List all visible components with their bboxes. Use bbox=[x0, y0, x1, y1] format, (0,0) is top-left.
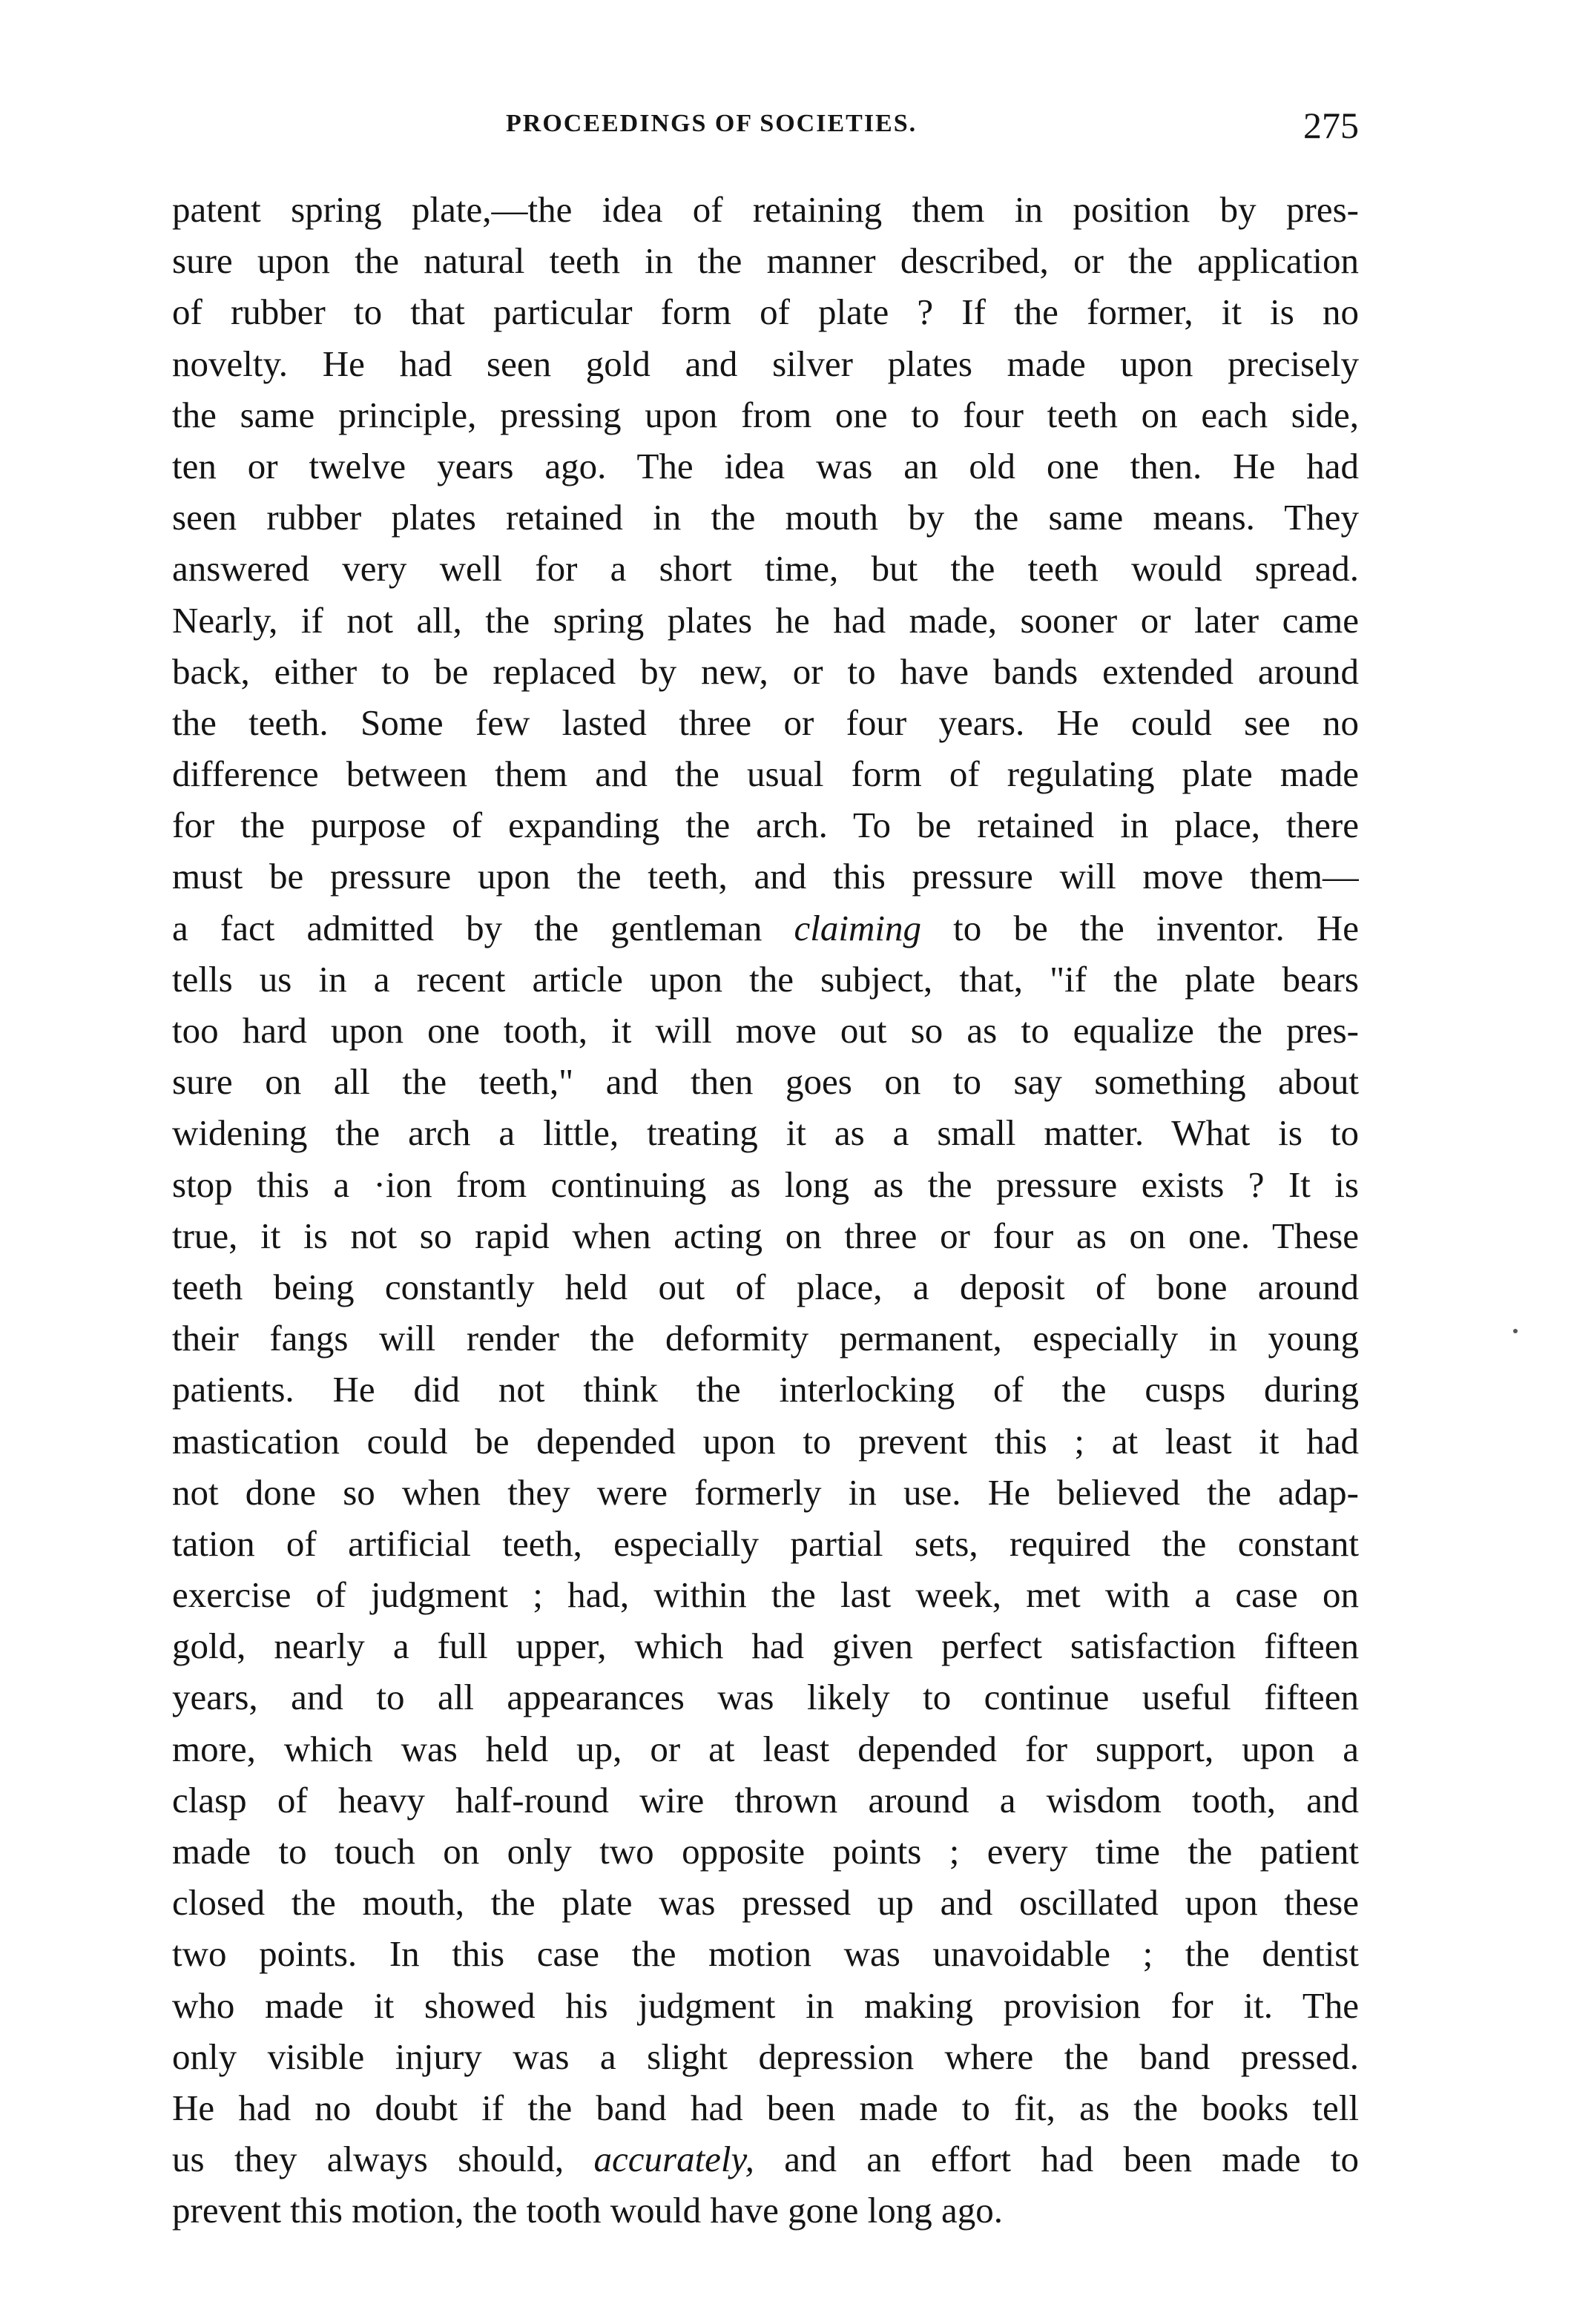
text-line: more, which was held up, or at least depended for support, upon a bbox=[172, 1728, 1359, 1769]
text-line: He had no doubt if the band had been made to fit, as the books tell bbox=[172, 2087, 1359, 2128]
running-title: PROCEEDINGS OF SOCIETIES. bbox=[506, 110, 918, 137]
text-line: not done so when they were formerly in use. He believed the adap- bbox=[172, 1471, 1359, 1513]
text-line: exercise of judgment ; had, within the last week, met with a case on bbox=[172, 1574, 1359, 1616]
text-line: answered very well for a short time, but the teeth would spread. bbox=[172, 548, 1359, 590]
text-line: their fangs will render the deformity permanent, especially in young bbox=[172, 1318, 1359, 1359]
text-segment: us they always should, bbox=[172, 2139, 594, 2180]
text-line bbox=[172, 902, 1359, 954]
running-header bbox=[172, 104, 1359, 156]
text-line: ten or twelve years ago. The idea was an old one then. He had bbox=[172, 445, 1359, 486]
text-line: the teeth. Some few lasted three or four years. He could see no bbox=[172, 702, 1359, 743]
text-line: seen rubber plates retained in the mouth by the same means. They bbox=[172, 497, 1359, 538]
text-line: gold, nearly a full upper, which had given perfect satisfaction fifteen bbox=[172, 1625, 1359, 1667]
text-line: too hard upon one tooth, it will move out so as to equalize the pres- bbox=[172, 1010, 1359, 1051]
text-line: years, and to all appearances was likely to continue useful fifteen bbox=[172, 1677, 1359, 1718]
text-line: tells us in a recent article upon the subject, that, "if the plate bears bbox=[172, 958, 1359, 1000]
page-number: 275 bbox=[1303, 105, 1359, 146]
text-line: stop this a ·ion from continuing as long as the pressure exists ? It is bbox=[172, 1163, 1359, 1205]
text-line: only visible injury was a slight depression where the band pressed. bbox=[172, 2036, 1359, 2077]
text-segment: a fact admitted by the gentleman bbox=[172, 907, 794, 948]
italic-text: accurately, bbox=[593, 2139, 754, 2180]
text-line: teeth being constantly held out of place, a deposit of bone around bbox=[172, 1266, 1359, 1307]
print-speck-mark bbox=[1513, 1329, 1518, 1333]
text-segment: to be the inventor. He bbox=[921, 907, 1359, 948]
text-line: novelty. He had seen gold and silver plates made upon precisely bbox=[172, 343, 1359, 384]
text-line: true, it is not so rapid when acting on three or four as on one. These bbox=[172, 1215, 1359, 1256]
text-line: back, either to be replaced by new, or to have bands extended around bbox=[172, 650, 1359, 692]
text-line: two points. In this case the motion was unavoidable ; the dentist bbox=[172, 1933, 1359, 1975]
text-line: made to touch on only two opposite points ; every time the patient bbox=[172, 1831, 1359, 1872]
text-line: widening the arch a little, treating it as a small matter. What is to bbox=[172, 1112, 1359, 1154]
italic-text: claiming bbox=[794, 907, 922, 948]
text-line: sure on all the teeth," and then goes on to say something about bbox=[172, 1061, 1359, 1103]
text-line: must be pressure upon the teeth, and this pressure will move them— bbox=[172, 856, 1359, 897]
text-line: sure upon the natural teeth in the manner described, or the application bbox=[172, 240, 1359, 282]
text-line: patent spring plate,—the idea of retaining them in position by pres- bbox=[172, 189, 1359, 230]
body-text bbox=[172, 184, 1359, 2236]
text-line: who made it showed his judgment in making provision for it. The bbox=[172, 1984, 1359, 2026]
text-line: Nearly, if not all, the spring plates he had made, sooner or later came bbox=[172, 599, 1359, 641]
text-segment: and an effort had been made to bbox=[754, 2139, 1359, 2180]
text-line: clasp of heavy half-round wire thrown around a wisdom tooth, and bbox=[172, 1779, 1359, 1820]
text-line: the same principle, pressing upon from one to four teeth on each side, bbox=[172, 394, 1359, 435]
text-line: patients. He did not think the interlocking of the cusps during bbox=[172, 1369, 1359, 1410]
text-line: of rubber to that particular form of plate ? If the former, it is no bbox=[172, 291, 1359, 333]
text-line: tation of artificial teeth, especially partial sets, required the constant bbox=[172, 1522, 1359, 1564]
text-line: for the purpose of expanding the arch. To be retained in place, there bbox=[172, 805, 1359, 846]
text-line: prevent this motion, the tooth would have gone long ago. bbox=[172, 2190, 1004, 2231]
text-line: closed the mouth, the plate was pressed up and oscillated upon these bbox=[172, 1882, 1359, 1924]
text-line bbox=[172, 2133, 1359, 2185]
text-line: mastication could be depended upon to prevent this ; at least it had bbox=[172, 1420, 1359, 1462]
text-line: difference between them and the usual form of regulating plate made bbox=[172, 753, 1359, 795]
